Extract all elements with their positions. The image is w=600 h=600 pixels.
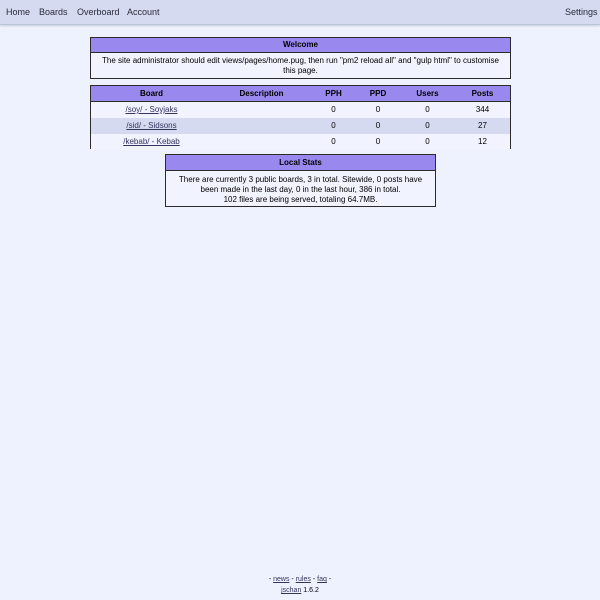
column-header-pph[interactable]: PPH — [311, 86, 356, 102]
nav-overboard-link[interactable]: Overboard — [77, 7, 120, 17]
welcome-title: Welcome — [91, 38, 510, 53]
footer-rules-link[interactable]: rules — [295, 576, 311, 583]
table-row — [91, 118, 510, 134]
welcome-message: The site administrator should edit views/pages/home.pug, then run "pm2 reload all" and "gulp html" to customise this page. — [102, 56, 499, 75]
column-header-posts[interactable]: Posts — [455, 86, 510, 102]
board-posts: 12 — [455, 134, 510, 150]
board-description — [212, 118, 311, 134]
footer — [0, 574, 600, 596]
nav-settings-link[interactable]: Settings — [565, 7, 598, 17]
footer-links — [0, 574, 600, 585]
board-description — [212, 134, 311, 150]
boards-table — [91, 86, 510, 150]
board-pph: 0 — [311, 134, 356, 150]
board-link[interactable]: /soy/ - Soyjaks — [125, 105, 178, 114]
table-header-row — [91, 86, 510, 102]
board-users: 0 — [400, 102, 455, 119]
nav-home-link[interactable]: Home — [6, 7, 31, 17]
top-navbar — [0, 0, 600, 25]
stats-posts-text: There are currently 3 public boards, 3 in total. Sitewide, 0 posts have been made in the last day, 0 in the last hour, 386 in total. — [178, 175, 423, 194]
board-users: 0 — [400, 118, 455, 134]
stats-title: Local Stats — [166, 155, 435, 171]
stats-files-text: 102 files are being served, totaling 64.7MB. — [223, 195, 378, 204]
board-posts: 27 — [455, 118, 510, 134]
footer-news-link[interactable]: news — [273, 576, 290, 583]
board-link[interactable]: /sid/ - Sidsons — [126, 121, 177, 130]
welcome-panel — [90, 37, 511, 79]
board-posts: 344 — [455, 102, 510, 119]
column-header-ppd[interactable]: PPD — [356, 86, 400, 102]
stats-body — [166, 171, 435, 205]
footer-software — [0, 585, 600, 596]
board-pph: 0 — [311, 102, 356, 119]
version-text: 1.6.2 — [303, 587, 319, 594]
footer-faq-link[interactable]: faq — [317, 576, 327, 583]
column-header-description[interactable]: Description — [212, 86, 311, 102]
nav-boards-link[interactable]: Boards — [39, 7, 68, 17]
footer-separator: - — [268, 576, 272, 583]
footer-separator: - — [312, 576, 316, 583]
jschan-link[interactable]: jschan — [281, 587, 302, 594]
footer-separator: - — [328, 576, 332, 583]
nav-account-link[interactable]: Account — [127, 7, 160, 17]
table-row — [91, 134, 510, 150]
board-link[interactable]: /kebab/ - Kebab — [123, 137, 180, 146]
board-description — [212, 102, 311, 119]
footer-separator: - — [291, 576, 294, 583]
column-header-users[interactable]: Users — [400, 86, 455, 102]
board-pph: 0 — [311, 118, 356, 134]
board-ppd: 0 — [356, 118, 400, 134]
boards-table-panel — [90, 85, 511, 149]
table-row — [91, 102, 510, 119]
column-header-board[interactable]: Board — [91, 86, 212, 102]
board-users: 0 — [400, 134, 455, 150]
board-ppd: 0 — [356, 134, 400, 150]
local-stats-panel — [165, 154, 436, 207]
board-ppd: 0 — [356, 102, 400, 119]
